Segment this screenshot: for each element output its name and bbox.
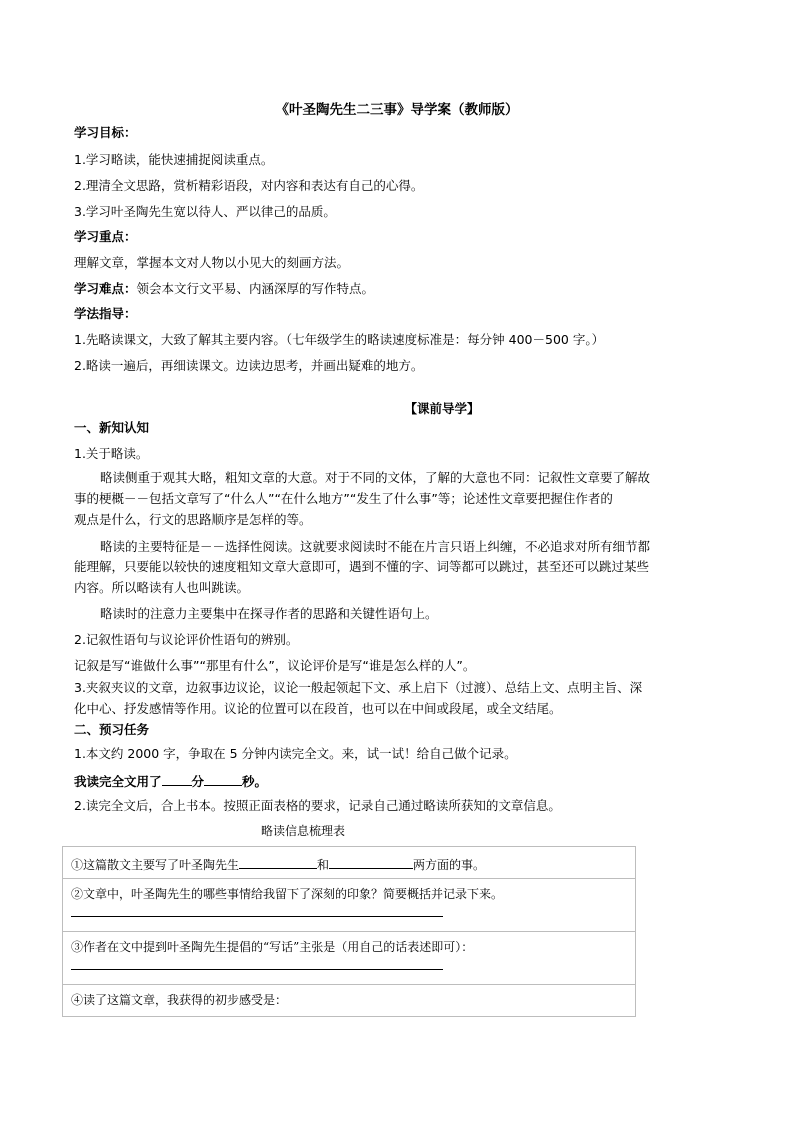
paragraph-line: 内容。所以略读有人也叫跳读。 [74, 580, 250, 595]
document-title: 《叶圣陶先生二三事》导学案（教师版） [275, 102, 519, 118]
table-cell [63, 932, 636, 985]
paragraph-line: 略读侧重于观其大略，粗知文章的大意。对于不同的文体，了解的大意也不同：记叙性文章要了解故 [100, 470, 651, 485]
row4-text: ④读了这篇文章，我获得的初步感受是： [71, 993, 288, 1007]
seconds-blank[interactable] [204, 772, 242, 786]
table-caption: 略读信息梳理表 [260, 824, 345, 838]
record-label: 我读完全文用了 [74, 774, 162, 789]
minutes-blank[interactable] [162, 772, 192, 786]
record-seconds-unit: 秒。 [242, 774, 268, 789]
section2-heading: 二、预习任务 [74, 722, 150, 737]
objective-item: 3.学习叶圣陶先生宽以待人、严以律己的品质。 [74, 204, 336, 219]
answer-line[interactable] [71, 916, 443, 917]
row2-text: ②文章中，叶圣陶先生的哪些事情给我留下了深刻的印象？简要概括并记录下来。 [71, 887, 504, 901]
table-row [63, 932, 636, 985]
key-point-heading: 学习重点： [74, 229, 137, 244]
paragraph-line: 能理解，只要能以较快的速度粗知文章大意即可，遇到不懂的字、词等都可以跳过，甚至还可以跳过某些 [74, 559, 650, 574]
objectives-heading: 学习目标： [74, 125, 137, 140]
row1-text-b: 和 [317, 858, 330, 872]
method-item: 2.略读一遍后，再细读课文。边读边思考，并画出疑难的地方。 [74, 358, 424, 373]
paragraph-line: 略读时的注意力主要集中在探寻作者的思路和关键性语句上。 [100, 606, 438, 621]
table-row [63, 879, 636, 932]
difficulty-line [74, 281, 724, 297]
section1-item2: 2.记叙性语句与议论评价性语句的辨别。 [74, 632, 299, 647]
paragraph-line: 3.夹叙夹议的文章，边叙事边议论，议论一般起领起下文、承上启下（过渡）、总结上文、点明主旨、深 [74, 680, 643, 695]
section1-item2-text: 记叙是写“谁做什么事”“那里有什么”，议论评价是写“谁是怎么样的人”。 [74, 658, 476, 673]
key-point-text: 理解文章，掌握本文对人物以小见大的刻画方法。 [74, 255, 350, 270]
table-cell [63, 847, 636, 879]
info-table [62, 846, 636, 1017]
paragraph-line: 事的梗概－－包括文章写了“什么人”“在什么地方”“发生了什么事”等；论述性文章要把握住作者的 [74, 491, 613, 506]
objective-item: 2.理清全文思路，赏析精彩语段，对内容和表达有自己的心得。 [74, 178, 424, 193]
difficulty-text: 领会本文行文平易、内涵深厚的写作特点。 [136, 281, 375, 296]
table-row [63, 985, 636, 1017]
preview-title: 【课前导学】 [404, 401, 480, 416]
table-cell [63, 985, 636, 1017]
row1-text-c: 两方面的事。 [413, 858, 486, 872]
row1-text-a: ①这篇散文主要写了叶圣陶先生 [71, 858, 240, 872]
topic-blank-2[interactable] [329, 855, 413, 869]
table-cell [63, 879, 636, 932]
method-heading: 学法指导： [74, 306, 137, 321]
paragraph-line: 观点是什么，行文的思路顺序是怎样的等。 [74, 512, 312, 527]
paragraph-line: 化中心、抒发感情等作用。议论的位置可以在段首，也可以在中间或段尾，或全文结尾。 [74, 701, 562, 716]
difficulty-heading: 学习难点： [74, 281, 137, 296]
method-item: 1.先略读课文，大致了解其主要内容。（七年级学生的略读速度标准是：每分钟 400－500 字。） [74, 332, 605, 347]
section2-item2: 2.读完全文后，合上书本。按照正面表格的要求，记录自己通过略读所获知的文章信息。 [74, 798, 561, 813]
section1-heading: 一、新知认知 [74, 420, 150, 435]
section1-item1: 1.关于略读。 [74, 446, 149, 461]
paragraph-line: 略读的主要特征是－－选择性阅读。这就要求阅读时不能在片言只语上纠缠，不必追求对所有细节都 [100, 539, 651, 554]
reading-record-line [74, 772, 724, 790]
topic-blank-1[interactable] [239, 855, 317, 869]
record-minutes-unit: 分 [191, 774, 205, 789]
objective-item: 1.学习略读，能快速捕捉阅读重点。 [74, 152, 274, 167]
section2-item1: 1.本文约 2000 字，争取在 5 分钟内读完全文。来，试一试！给自己做个记录。 [74, 746, 517, 761]
row3-text: ③作者在文中提到叶圣陶先生提倡的“写话”主张是（用自己的话表述即可）： [71, 940, 474, 954]
answer-line[interactable] [71, 969, 443, 970]
table-row [63, 847, 636, 879]
